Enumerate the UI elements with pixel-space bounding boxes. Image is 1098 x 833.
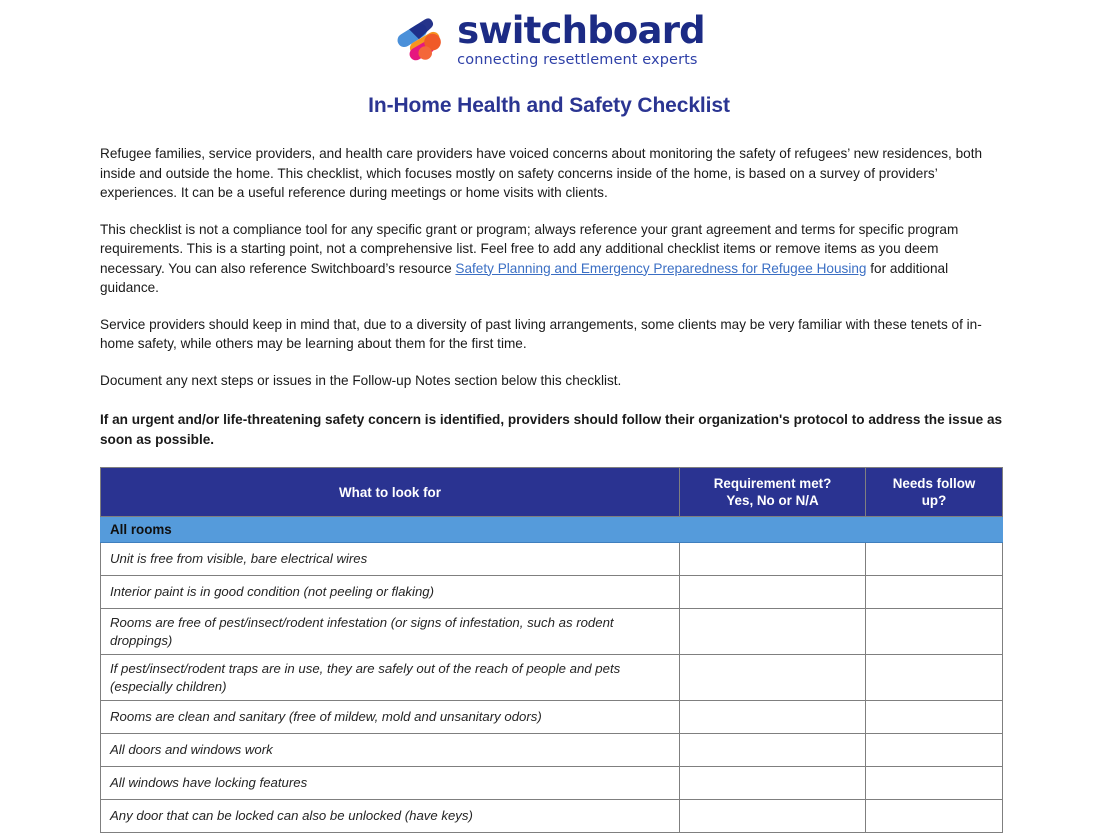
checklist-item-text: Interior paint is in good condition (not peeling or flaking) (101, 576, 680, 609)
needs-follow-up-input-cell[interactable] (866, 576, 1003, 609)
checklist-item-text: Unit is free from visible, bare electrical wires (101, 543, 680, 576)
page-title: In-Home Health and Safety Checklist (368, 94, 730, 117)
needs-follow-up-input-cell[interactable] (866, 767, 1003, 800)
checklist-item-text: Rooms are free of pest/insect/rodent infestation (or signs of infestation, such as rodent droppings) (101, 609, 680, 655)
switchboard-lightning-mark-icon (393, 14, 445, 66)
table-section-label: All rooms (101, 517, 1003, 543)
logo-text-group (457, 9, 705, 69)
requirement-met-input-cell[interactable] (680, 655, 866, 701)
checklist-item-text: All doors and windows work (101, 734, 680, 767)
requirement-met-input-cell[interactable] (680, 543, 866, 576)
table-row (101, 543, 1003, 576)
table-row (101, 800, 1003, 833)
column-header-requirement-met-line1: Requirement met? (713, 476, 832, 491)
requirement-met-input-cell[interactable] (680, 800, 866, 833)
table-row (101, 609, 1003, 655)
needs-follow-up-input-cell[interactable] (866, 800, 1003, 833)
column-header-requirement-met-line2: Yes, No or N/A (726, 493, 819, 508)
needs-follow-up-input-cell[interactable] (866, 734, 1003, 767)
needs-follow-up-input-cell[interactable] (866, 701, 1003, 734)
table-section-header-row (101, 517, 1003, 543)
needs-follow-up-input-cell[interactable] (866, 609, 1003, 655)
checklist-item-text: If pest/insect/rodent traps are in use, they are safely out of the reach of people and pets (especially children) (101, 655, 680, 701)
requirement-met-input-cell[interactable] (680, 701, 866, 734)
table-header-row (101, 468, 1003, 517)
requirement-met-input-cell[interactable] (680, 576, 866, 609)
column-header-requirement-met (680, 468, 866, 517)
checklist-table (100, 467, 1003, 833)
intro-text-block (94, 144, 1004, 449)
paragraph-compliance (100, 220, 1004, 298)
checklist-item-text: Rooms are clean and sanitary (free of mildew, mold and unsanitary odors) (101, 701, 680, 734)
column-header-what-to-look-for: What to look for (101, 468, 680, 517)
logo-tagline: connecting resettlement experts (457, 52, 698, 69)
paragraph-urgent-warning: If an urgent and/or life-threatening safety concern is identified, providers should follow their organization's protocol to address the issue as soon as possible. (100, 412, 1003, 447)
table-row (101, 734, 1003, 767)
checklist-table-wrapper (96, 467, 1002, 833)
paragraph-diversity-note: Service providers should keep in mind that, due to a diversity of past living arrangements, some clients may be very familiar with these tenets of in-home safety, while others may be learning about them for the first time. (100, 316, 982, 351)
table-row (101, 767, 1003, 800)
paragraph-compliance-text-before-link: This checklist is not a compliance tool for any specific grant or program; always reference your grant agreement and terms for specific program requirements. This is a starting point, not a comprehensive list. Feel free to add any additional checklist items or remove items as you deem necessary. You can also reference Switchboard’s resource (100, 221, 959, 276)
safety-planning-resource-link[interactable]: Safety Planning and Emergency Preparedness for Refugee Housing (455, 260, 867, 276)
table-row (101, 655, 1003, 701)
table-row (101, 576, 1003, 609)
table-row (101, 701, 1003, 734)
needs-follow-up-input-cell[interactable] (866, 543, 1003, 576)
checklist-table-head (101, 468, 1003, 517)
checklist-item-text: Any door that can be locked can also be unlocked (have keys) (101, 800, 680, 833)
requirement-met-input-cell[interactable] (680, 734, 866, 767)
paragraph-compliance-text-after-link: for additional guidance. (100, 260, 949, 295)
paragraph-followup-notes: Document any next steps or issues in the Follow-up Notes section below this checklist. (100, 372, 622, 388)
column-header-needs-follow-up (866, 468, 1003, 517)
column-header-needs-follow-up-line2: up? (921, 493, 947, 508)
column-header-needs-follow-up-line1: Needs follow (892, 476, 976, 491)
paragraph-overview: Refugee families, service providers, and health care providers have voiced concerns about monitoring the safety of refugees’ new residences, both inside and outside the home. This checklist, which focuses mostly on safety concerns inside of the home, is based on a survey of providers’ experiences. It can be a useful reference during meetings or home visits with clients. (100, 146, 983, 200)
requirement-met-input-cell[interactable] (680, 609, 866, 655)
requirement-met-input-cell[interactable] (680, 767, 866, 800)
checklist-table-body (101, 517, 1003, 833)
checklist-item-text: All windows have locking features (101, 767, 680, 800)
needs-follow-up-input-cell[interactable] (866, 655, 1003, 701)
switchboard-logo (0, 0, 1098, 72)
logo-wordmark: switchboard (457, 9, 705, 53)
